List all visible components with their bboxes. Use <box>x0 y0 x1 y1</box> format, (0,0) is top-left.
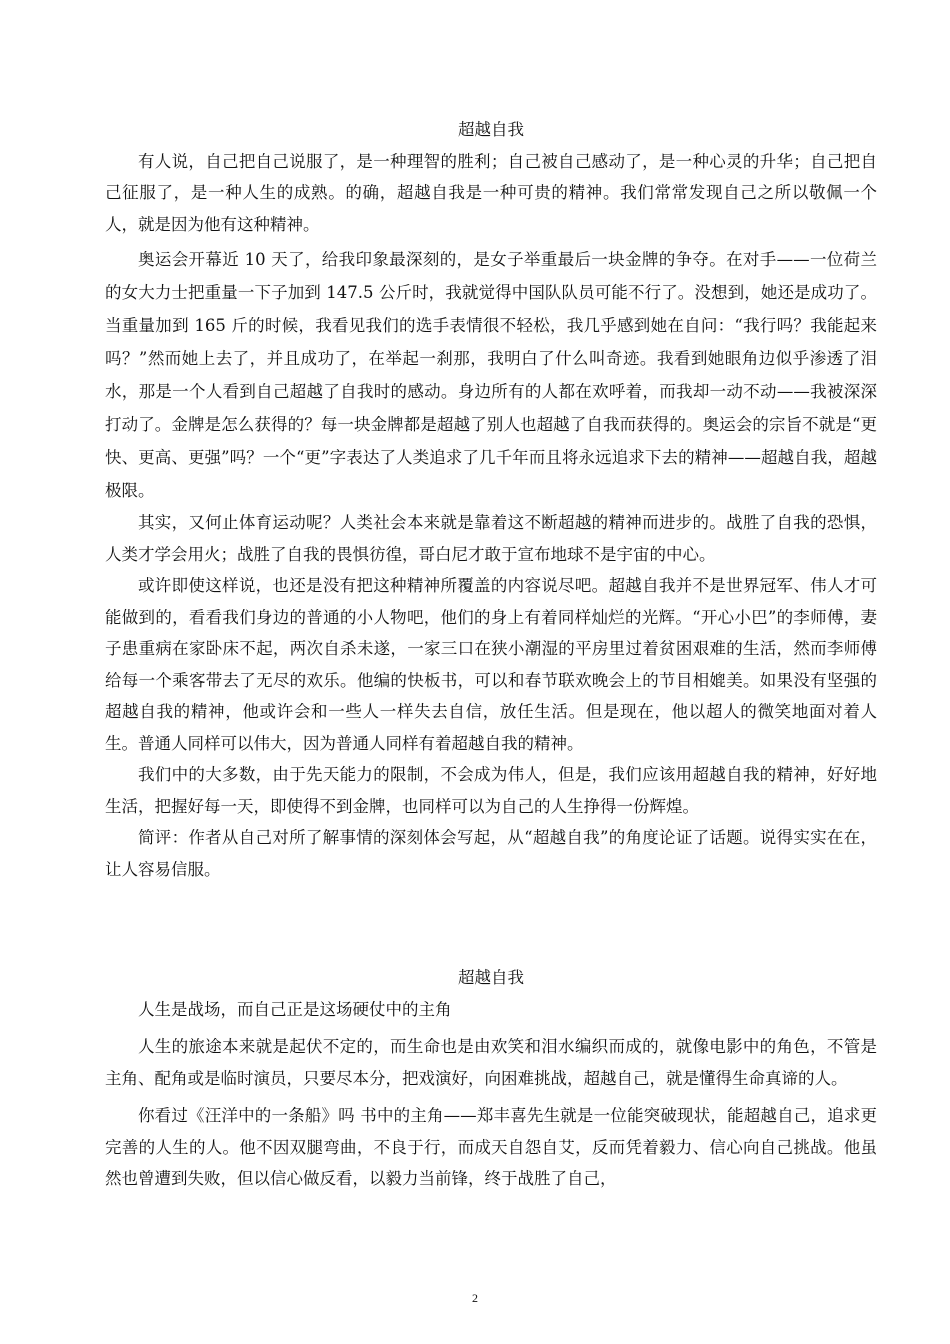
article-2-paragraph-3: 你看过《汪洋中的一条船》吗 书中的主角——郑丰喜先生就是一位能突破现状，能超越自己，追求更完善的人生的人。他不因双腿弯曲，不良于行，而成天自怨自艾，反而凭着毅力、信心向自己挑战。他虽然也曾遭到失败，但以信心做反看，以毅力当前锋，终于战胜了自己， <box>105 1106 877 1188</box>
article-1-commentary: 简评：作者从自己对所了解事情的深刻体会写起，从“超越自我”的角度论证了话题。说得实实在在，让人容易信服。 <box>105 828 877 879</box>
article-1-title: 超越自我 <box>458 120 524 139</box>
article-1-paragraph-5: 我们中的大多数，由于先天能力的限制，不会成为伟人，但是，我们应该用超越自我的精神，好好地生活，把握好每一天，即使得不到金牌，也同样可以为自己的人生挣得一份辉煌。 <box>105 765 877 816</box>
article-1 <box>105 114 877 885</box>
article-1-paragraph-3: 其实，又何止体育运动呢？人类社会本来就是靠着这不断超越的精神而进步的。战胜了自我的恐惧，人类才学会用火；战胜了自我的畏惧彷徨，哥白尼才敢于宣布地球不是宇宙的中心。 <box>105 513 877 564</box>
article-2-paragraph-2: 人生的旅途本来就是起伏不定的，而生命也是由欢笑和泪水编织而成的，就像电影中的角色，不管是主角、配角或是临时演员，只要尽本分，把戏演好，向困难挑战，超越自己，就是懂得生命真谛的人。 <box>105 1037 877 1088</box>
article-2 <box>105 962 877 1195</box>
article-1-paragraph-2: 奥运会开幕近 10 天了，给我印象最深刻的，是女子举重最后一块金牌的争夺。在对手——一位荷兰的女大力士把重量一下子加到 147.5 公斤时，我就觉得中国队队员可能不行了。没想到，她还是成功了。当重量加到 165 斤的时候，我看见我们的选手表情很不轻松，我几乎感到她在自问：“我行吗？我能起来吗？”然而她上去了，并且成功了，在举起一刹那，我明白了什么叫奇迹。我看到她眼角边似乎渗透了泪水，那是一个人看到自己超越了自我时的感动。身边所有的人都在欢呼着，而我却一动不动——我被深深打动了。金牌是怎么获得的？每一块金牌都是超越了别人也超越了自我而获得的。奥运会的宗旨不就是“更快、更高、更强”吗？一个“更”字表达了人类追求了几千年而且将永远追求下去的精神——超越自我，超越极限。 <box>105 250 877 500</box>
article-2-paragraph-1: 人生是战场，而自己正是这场硬仗中的主角 <box>138 999 452 1019</box>
article-1-paragraph-1: 有人说，自己把自己说服了，是一种理智的胜利；自己被自己感动了，是一种心灵的升华；自己把自己征服了，是一种人生的成熟。的确，超越自我是一种可贵的精神。我们常常发现自己之所以敬佩一个人，就是因为他有这种精神。 <box>105 151 877 234</box>
article-2-title: 超越自我 <box>458 968 524 987</box>
article-1-paragraph-4: 或许即使这样说，也还是没有把这种精神所覆盖的内容说尽吧。超越自我并不是世界冠军、伟人才可能做到的，看看我们身边的普通的小人物吧，他们的身上有着同样灿烂的光辉。“开心小巴”的李师傅，妻子患重病在家卧床不起，两次自杀未遂，一家三口在狭小潮湿的平房里过着贫困艰难的生活，然而李师傅给每一个乘客带去了无尽的欢乐。他编的快板书，可以和春节联欢晚会上的节目相媲美。如果没有坚强的超越自我的精神，他或许会和一些人一样失去自信，放任生活。但是现在，他以超人的微笑地面对着人生。普通人同样可以伟大，因为普通人同样有着超越自我的精神。 <box>105 576 877 753</box>
page-number: 2 <box>472 1291 478 1305</box>
